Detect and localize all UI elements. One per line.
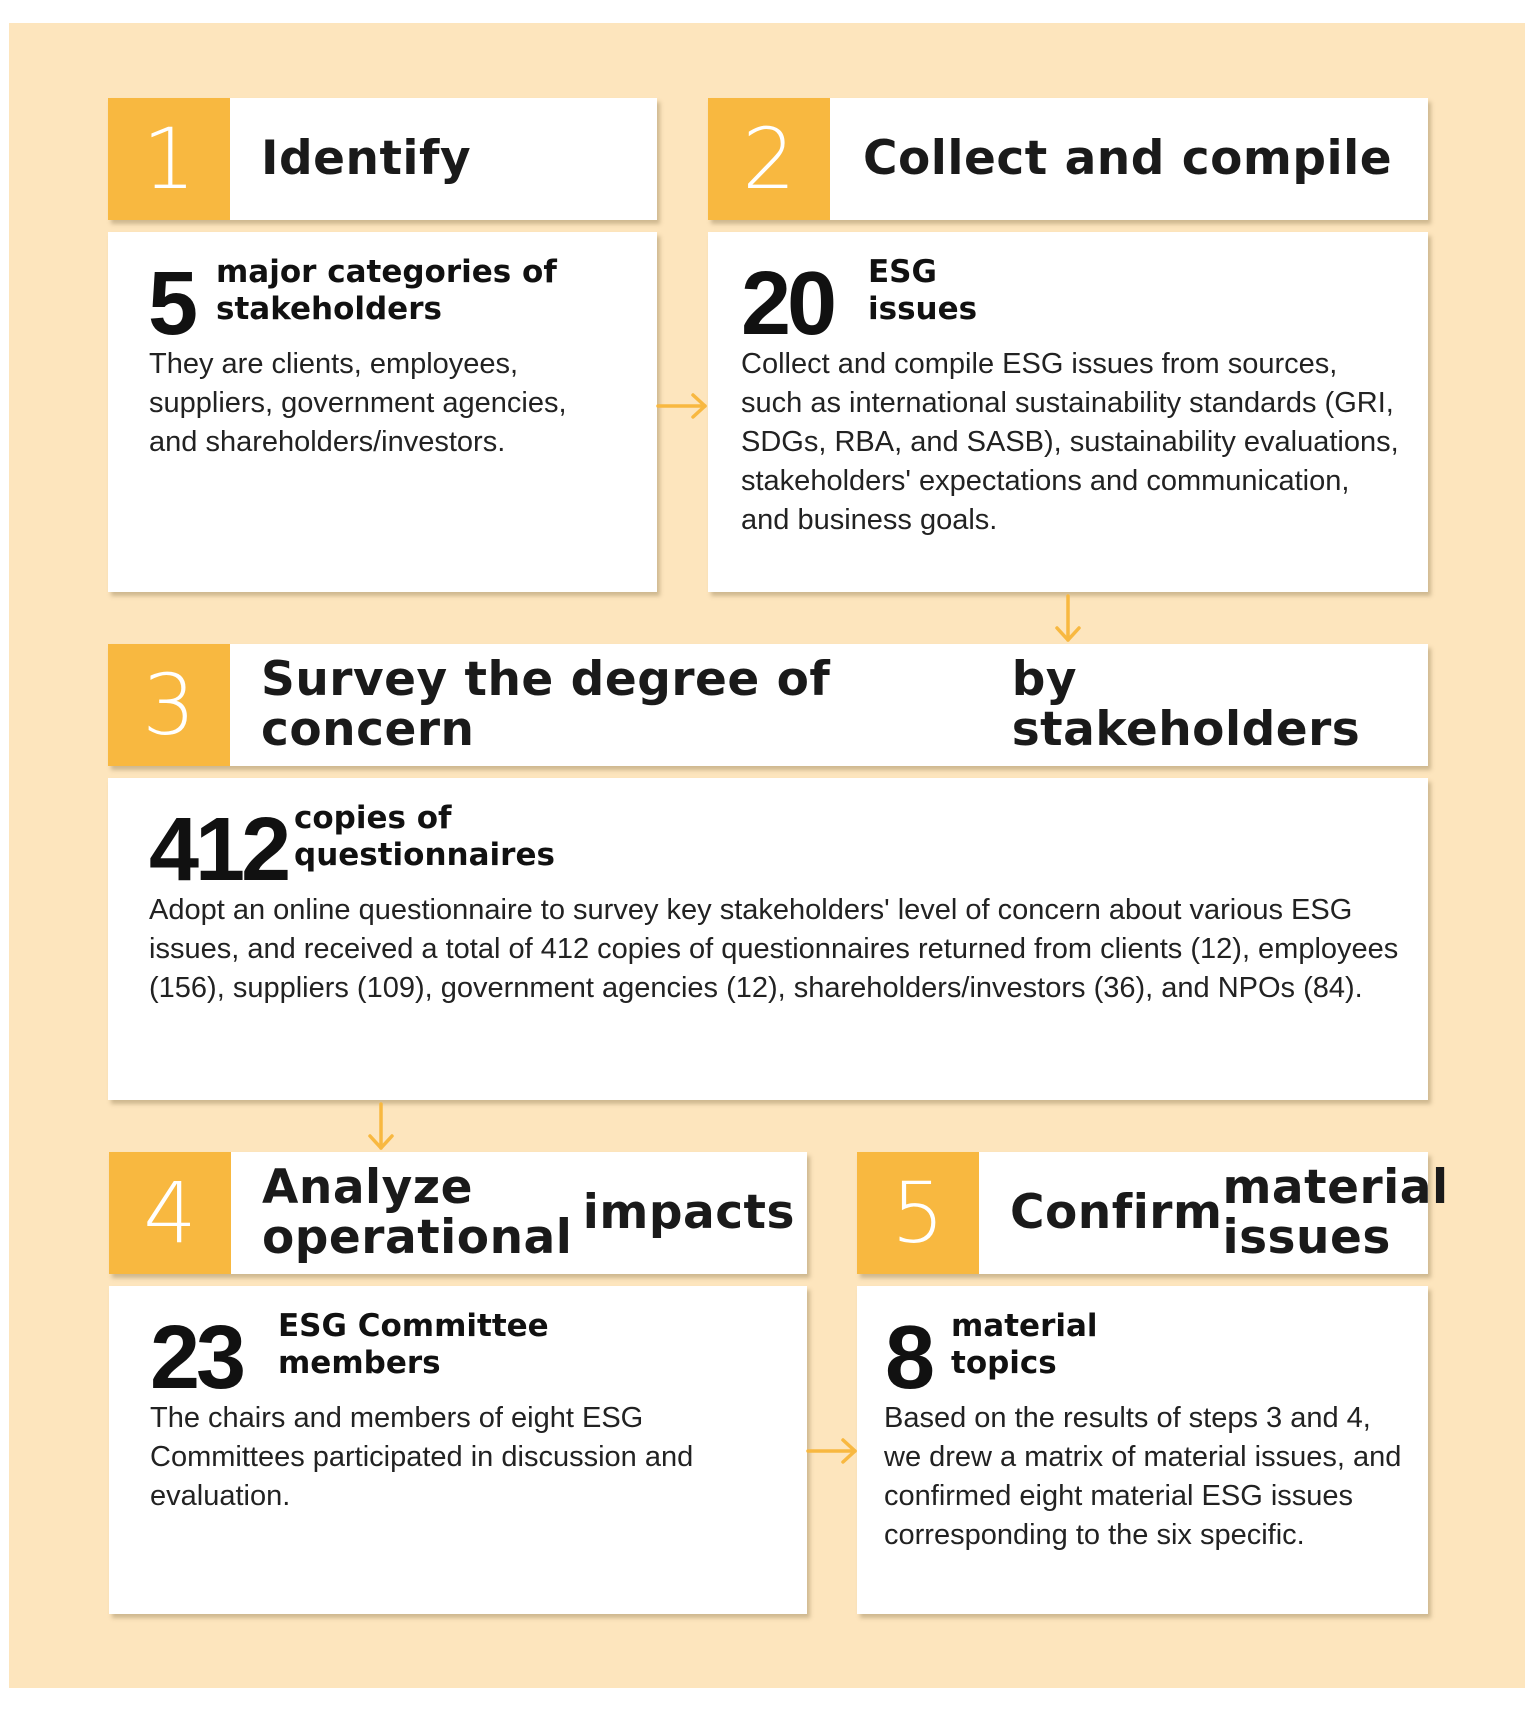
step-2-card [708,232,1428,592]
step-1-header [108,98,657,220]
step-5-number: 5 [857,1152,979,1274]
step-3-card [108,778,1428,1100]
step-2-stat-label [868,254,977,328]
step-2-title [863,98,1416,220]
step-4-header [109,1152,807,1274]
step-1-description: They are clients, employees, suppliers, government agencies, and shareholders/investors. [149,348,567,458]
step-2-number: 2 [708,98,830,220]
step-3-title [261,644,1416,766]
step-4-stat-value: 23 [150,1308,243,1408]
step-1-number: 1 [108,98,230,220]
step-4-card [109,1286,807,1614]
step-1-stat-value: 5 [148,254,195,354]
step-3-stat-label [294,800,555,874]
step-2-stat-value: 20 [741,254,834,354]
step-5-title-line: Confirm [1010,1185,1223,1241]
arrow-right-icon [805,1437,859,1465]
step-3-title-line: by stakeholders [1011,652,1361,757]
step-3-title-line: Survey the degree of concern [261,652,831,757]
arrow-down-icon [367,1102,395,1152]
step-4-title-line: Analyze operational [262,1160,573,1265]
step-3-stat-value: 412 [149,800,288,900]
step-1-stat-label-line: stakeholders [216,291,442,328]
step-5-card [857,1286,1428,1614]
step-4-description: The chairs and members of eight ESG Committees participated in discussion and evaluation. [150,1402,694,1512]
step-4-number: 4 [109,1152,231,1274]
step-1-card [108,232,657,592]
step-4-stat-label-line: members [278,1345,441,1382]
step-4-title [262,1152,795,1274]
step-2-title-line: Collect and compile [863,131,1393,187]
step-2-stat-label-line: issues [868,291,978,328]
step-5-stat-label [951,1308,1098,1382]
step-1-stat-label-line: major categories of [216,254,557,290]
step-4-stat-label [278,1308,549,1382]
step-5-title-line: material issues [1222,1160,1449,1265]
step-5-title [1010,1152,1449,1274]
step-3-number: 3 [108,644,230,766]
step-1-stat-label [216,254,557,328]
step-3-stat-label-line: questionnaires [294,837,555,874]
step-3-header [108,644,1428,766]
step-5-stat-value: 8 [885,1308,932,1408]
step-2-description: Collect and compile ESG issues from sources, such as international sustainability standards (GRI, SDGs, RBA, and SASB), sustainability evaluations, stakeholders' expectations and communication, and business goals. [741,348,1399,536]
step-5-header [857,1152,1449,1274]
step-2-header [708,98,1428,220]
step-2-stat-label-line: ESG [868,254,937,290]
step-3-stat-label-line: copies of [294,800,452,836]
step-5-stat-label-line: topics [951,1345,1057,1382]
arrow-right-icon [655,392,709,420]
step-1-title [261,98,645,220]
step-3-description: Adopt an online questionnaire to survey key stakeholders' level of concern about various ESG issues, and received a total of 412 copies of questionnaires returned from clients (12), employees (156), suppliers (109), government agencies (12), shareholders/investors (36), and NPOs (84). [149,894,1399,1004]
step-5-stat-label-line: material [951,1308,1098,1344]
arrow-down-icon [1054,594,1082,644]
step-1-title-line: Identify [261,131,472,187]
step-4-stat-label-line: ESG Committee [278,1308,549,1344]
step-5-description: Based on the results of steps 3 and 4, we drew a matrix of material issues, and confirmed eight material ESG issues corresponding to the six specific. [884,1402,1402,1551]
step-4-title-line: impacts [582,1185,795,1241]
